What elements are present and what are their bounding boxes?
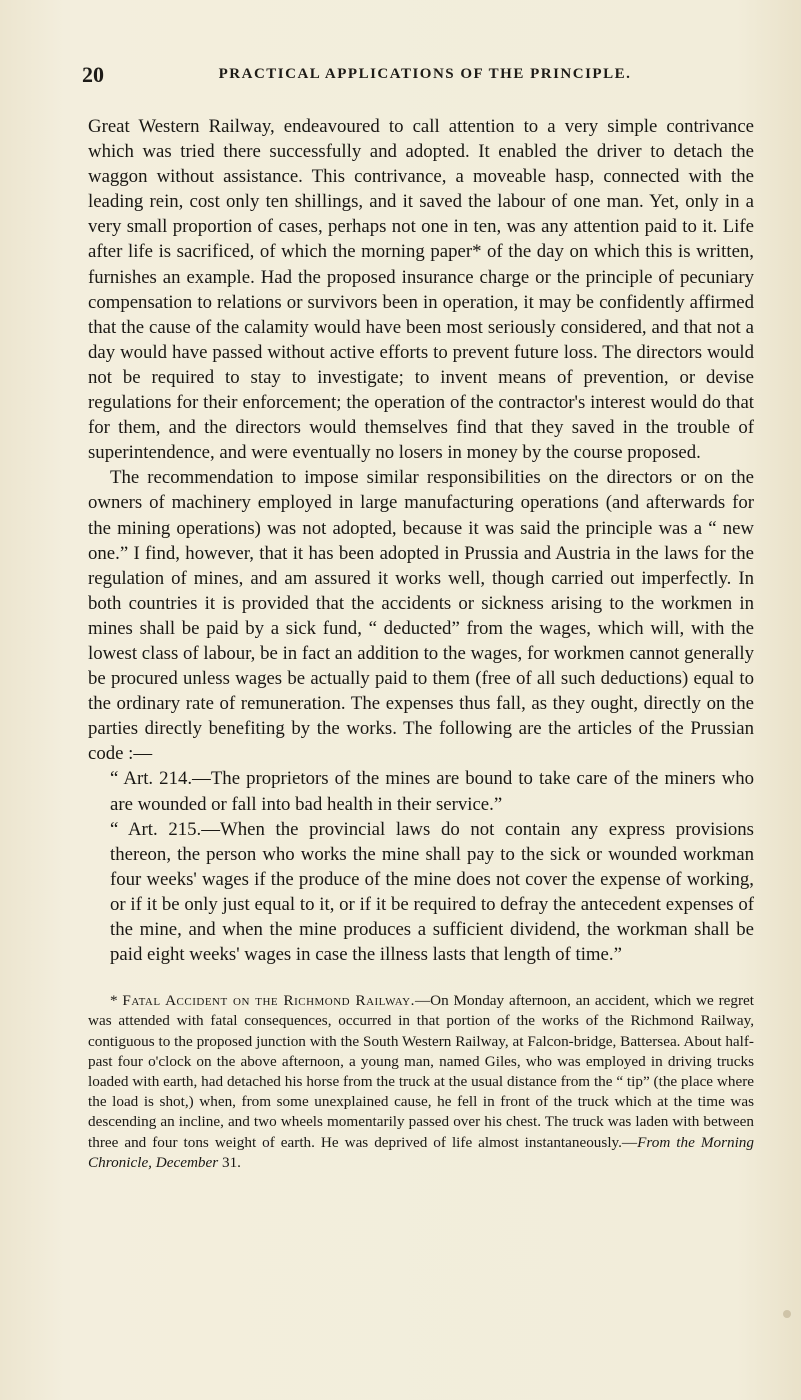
page-header xyxy=(80,62,770,92)
footnote-date: 31. xyxy=(218,1153,241,1171)
page-body xyxy=(88,114,754,1188)
quote-article-214: “ Art. 214.—The proprietors of the mines are bound to take care of the miners who are wounded or fall into bad health in their service.” xyxy=(110,768,754,815)
paper-blemish xyxy=(783,1310,791,1318)
footnote-heading: Fatal Accident on the Richmond Railway. xyxy=(122,992,415,1010)
quote-article-215: “ Art. 215.—When the provincial laws do not contain any express provisions thereon, the person who works the mine shall pay to the sick or wounded workman four weeks' wages if the produce of the mine does not cover the expense of working, or if it be only just equal to it, or if it be required to defray the antecedent expenses of the mine, and when the mine produces a sufficient dividend, the workman shall be paid eight weeks' wages in case the illness lasts that length of time.” xyxy=(110,818,754,966)
footnote-source: From the Morning Chronicle, December xyxy=(88,1133,754,1171)
footnote-text: —On Monday afternoon, an accident, which we regret was attended with fatal consequences, occurred in that portion of the works of the Richmond Railway, contiguous to the proposed junction with the South Western Railway, at Falcon-bridge, Battersea. About half-past four o'clock on the above afternoon, a young man, named Giles, who was employed in driving trucks loaded with earth, had detached his horse from the truck at the usual distance from the “ tip” (the place where the load is shot,) when, from some unexplained cause, he fell in front of the truck which at the time was descending an incline, and two wheels momentarily passed over his chest. The truck was laden with between three and four tons weight of earth. He was deprived of life almost instantaneously.— xyxy=(88,992,754,1151)
page-number: 20 xyxy=(82,62,104,87)
footnote xyxy=(88,991,754,1173)
paragraph-railway-contrivance: Great Western Railway, endeavoured to call attention to a very simple contrivance which was tried there successfully and adopted. It enabled the driver to detach the waggon without assistance. This contrivance, a moveable hasp, connected with the leading rein, cost only ten shillings, and it saved the labour of one man. Yet, only in a very small proportion of cases, perhaps not one in ten, was any attention paid to it. Life after life is sacrificed, of which the morning paper* of the day on which this is written, furnishes an example. Had the proposed insurance charge or the principle of pecuniary compensation to relations or survivors been in operation, it may be confidently affirmed that the cause of the calamity would have been most seriously considered, and that not a day would have passed without active efforts to prevent future loss. The directors would not be required to stay to investigate; to invent means of prevention, or devise regulations for their enforcement; the operation of the contractor's interest would do that for them, and the directors would themselves find that they saved in the trouble of superintendence, and were eventually no losers in money by the course proposed. xyxy=(88,116,754,464)
paragraph-prussian-law: The recommendation to impose similar responsibilities on the directors or on the owners of machinery employed in large manufacturing operations (and afterwards for the mining operations) was not adopted, because it was said the principle was a “ new one.” I find, however, that it has been adopted in Prussia and Austria in the laws for the regulation of mines, and am assured it works well, though carried out imperfectly. In both countries it is provided that the accidents or sickness arising to the workmen in mines shall be paid by a sick fund, “ deducted” from the wages, which will, with the lowest class of labour, be in fact an addition to the wages, for workmen cannot generally be procured unless wages be actually paid to them (free of all such deductions) equal to the ordinary rate of remuneration. The expenses thus fall, as they ought, directly on the parties directly benefiting by the works. The following are the articles of the Prussian code :— xyxy=(88,467,754,765)
running-head: PRACTICAL APPLICATIONS OF THE PRINCIPLE. xyxy=(218,66,632,82)
footnote-marker: * xyxy=(110,992,123,1010)
